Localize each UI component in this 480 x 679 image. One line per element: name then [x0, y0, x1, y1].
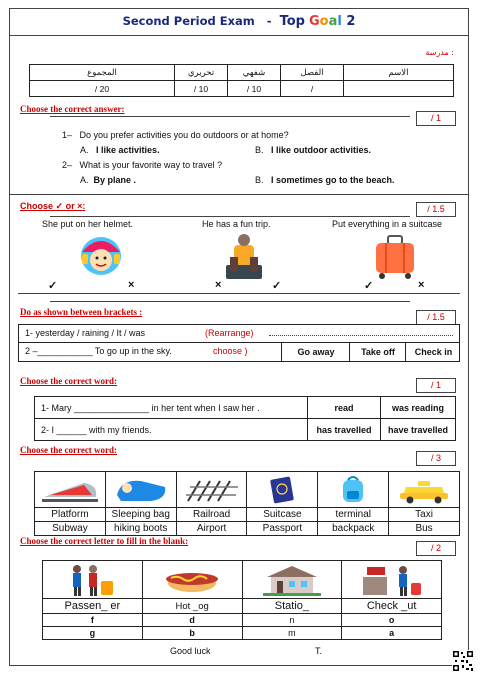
option-take-off[interactable]: Take off — [349, 343, 406, 361]
s2-sentence-3: Put everything in a suitcase — [332, 219, 443, 229]
s5-word-subway[interactable]: Subway — [35, 522, 106, 536]
backpack-icon — [323, 475, 383, 505]
section3-heading: Do as shown between brackets : — [20, 307, 143, 317]
s5-word-sleeping-bag[interactable]: Sleeping bag — [105, 508, 176, 522]
section6-heading: Choose the correct letter to fill in the blank: — [20, 536, 189, 546]
marks-underline — [18, 293, 460, 294]
s5-table — [34, 471, 460, 536]
mark-3a[interactable]: ✓ — [364, 280, 374, 292]
cross-icon: × — [77, 201, 83, 211]
section1-line — [50, 116, 410, 117]
section2-heading: Choose ✓ or ×: — [20, 201, 86, 211]
s4-q2-text: 2- I ______ with my friends. — [35, 419, 308, 441]
option-check-in[interactable]: Check in — [405, 343, 461, 361]
s5-img-sleeping-bag — [105, 472, 176, 508]
s6-letter-1a[interactable]: f — [43, 614, 143, 627]
s5-word-backpack[interactable]: backpack — [318, 522, 389, 536]
s1-q1-optB[interactable]: B. I like outdoor activities. — [255, 145, 372, 155]
suitcase-image — [372, 234, 418, 280]
s5-word-airport[interactable]: Airport — [176, 522, 247, 536]
checkout-icon — [357, 563, 427, 597]
s6-img-passenger — [43, 561, 143, 599]
s1-q2: 2– What is your favorite way to travel ? — [62, 160, 223, 170]
s5-word-suitcase[interactable]: Suitcase — [247, 508, 318, 522]
s3-row2: 2 –___________ To go up in the sky. choose ) Go away Take off Check in — [18, 343, 460, 362]
s6-word-2: Hot _og — [142, 599, 242, 614]
s3-answer-line[interactable] — [269, 335, 453, 336]
s3-row1: 1- yesterday / raining / It / was (Rearrange) — [18, 324, 460, 343]
exam-page — [9, 8, 469, 666]
s6-letter-2a[interactable]: d — [142, 614, 242, 627]
s4-q1-opt1[interactable]: read — [308, 397, 381, 419]
s1-q1: 1– Do you prefer activities you do outdoors or at home? — [62, 130, 289, 140]
s6-img-hotdog — [142, 561, 242, 599]
section5-score: / 3 — [416, 451, 456, 466]
section4-score: / 1 — [416, 378, 456, 393]
exam-title: Second Period Exam - Top Goal 2 — [122, 14, 356, 29]
s6-letter-4b[interactable]: a — [342, 627, 442, 640]
s6-word-1: Passen_ er — [43, 599, 143, 614]
s6-letter-3a[interactable]: n — [242, 614, 342, 627]
name-value[interactable] — [344, 81, 454, 97]
oral-header: شفهي — [228, 65, 281, 81]
s5-img-platform — [35, 472, 106, 508]
s5-img-suitcase — [247, 472, 318, 508]
info-table — [29, 64, 454, 97]
taxi-icon — [394, 475, 454, 505]
qr-code-icon — [452, 650, 474, 672]
s2-sentence-2: He has a fun trip. — [202, 219, 271, 229]
name-header: الاسم — [344, 65, 454, 81]
s6-img-station — [242, 561, 342, 599]
hotdog-icon — [157, 563, 227, 597]
train-icon — [40, 475, 100, 505]
section3-score: / 1.5 — [416, 310, 456, 325]
written-header: تحريري — [175, 65, 228, 81]
s5-img-taxi — [389, 472, 460, 508]
mark-3b[interactable]: × — [418, 279, 425, 291]
oral-value[interactable]: / 10 — [228, 81, 281, 97]
s4-q1-text: 1- Mary _______________ in her tent when I saw her . — [35, 397, 308, 419]
section2-line — [50, 216, 410, 217]
written-value[interactable]: / 10 — [175, 81, 228, 97]
s2-sentence-1: She put on her helmet. — [42, 219, 134, 229]
railroad-icon — [182, 475, 242, 505]
section2-score: / 1.5 — [416, 202, 456, 217]
sleeping-bag-icon — [111, 475, 171, 505]
passengers-icon — [57, 563, 127, 597]
teacher-initial: T. — [315, 646, 323, 656]
section2-divider — [50, 301, 410, 302]
s5-word-passport[interactable]: Passport — [247, 522, 318, 536]
s5-word-taxi[interactable]: Taxi — [389, 508, 460, 522]
s4-table — [34, 396, 456, 441]
mark-2a[interactable]: × — [215, 279, 222, 291]
title-divider — [10, 35, 468, 36]
mark-2b[interactable]: ✓ — [272, 280, 282, 292]
s5-word-bus[interactable]: Bus — [389, 522, 460, 536]
s1-q2-optA[interactable]: A. By plane . — [80, 175, 137, 185]
traveller-image — [220, 231, 268, 281]
check-icon: ✓ — [55, 201, 64, 211]
total-value[interactable]: / 20 — [30, 81, 175, 97]
section1-heading: Choose the correct answer: — [20, 104, 125, 114]
s6-word-3: Statio_ — [242, 599, 342, 614]
s6-word-4: Check _ut — [342, 599, 442, 614]
section1-score: / 1 — [416, 111, 456, 126]
s4-q2-opt2[interactable]: have travelled — [381, 419, 456, 441]
passport-icon — [252, 475, 312, 505]
good-luck-text: Good luck — [170, 646, 211, 656]
s6-table — [42, 560, 442, 640]
helmet-girl-image — [76, 232, 126, 278]
s4-q1-opt2[interactable]: was reading — [381, 397, 456, 419]
section1-divider — [10, 194, 468, 195]
s6-letter-3b[interactable]: m — [242, 627, 342, 640]
s5-word-platform[interactable]: Platform — [35, 508, 106, 522]
s1-q2-optB[interactable]: B. I sometimes go to the beach. — [255, 175, 395, 185]
mark-1b[interactable]: × — [128, 279, 135, 291]
s5-word-hiking-boots[interactable]: hiking boots — [105, 522, 176, 536]
s1-q1-optA[interactable]: A. I like activities. — [80, 145, 160, 155]
class-header: الفصل — [281, 65, 344, 81]
s5-img-railroad — [176, 472, 247, 508]
station-icon — [257, 563, 327, 597]
option-go-away[interactable]: Go away — [281, 343, 350, 361]
mark-1a[interactable]: ✓ — [48, 280, 58, 292]
s6-letter-4a[interactable]: o — [342, 614, 442, 627]
s6-letter-2b[interactable]: b — [142, 627, 242, 640]
total-header: المجموع — [30, 65, 175, 81]
s5-img-terminal — [318, 472, 389, 508]
s5-word-terminal[interactable]: terminal — [318, 508, 389, 522]
s4-q2-opt1[interactable]: has travelled — [308, 419, 381, 441]
s6-letter-1b[interactable]: g — [43, 627, 143, 640]
section6-score: / 2 — [416, 541, 456, 556]
section4-heading: Choose the correct word: — [20, 376, 118, 386]
school-label: مدرسة : — [425, 48, 454, 57]
class-value[interactable]: / — [281, 81, 344, 97]
s6-img-checkout — [342, 561, 442, 599]
section5-heading: Choose the correct word: — [20, 445, 118, 455]
s5-word-railroad[interactable]: Railroad — [176, 508, 247, 522]
